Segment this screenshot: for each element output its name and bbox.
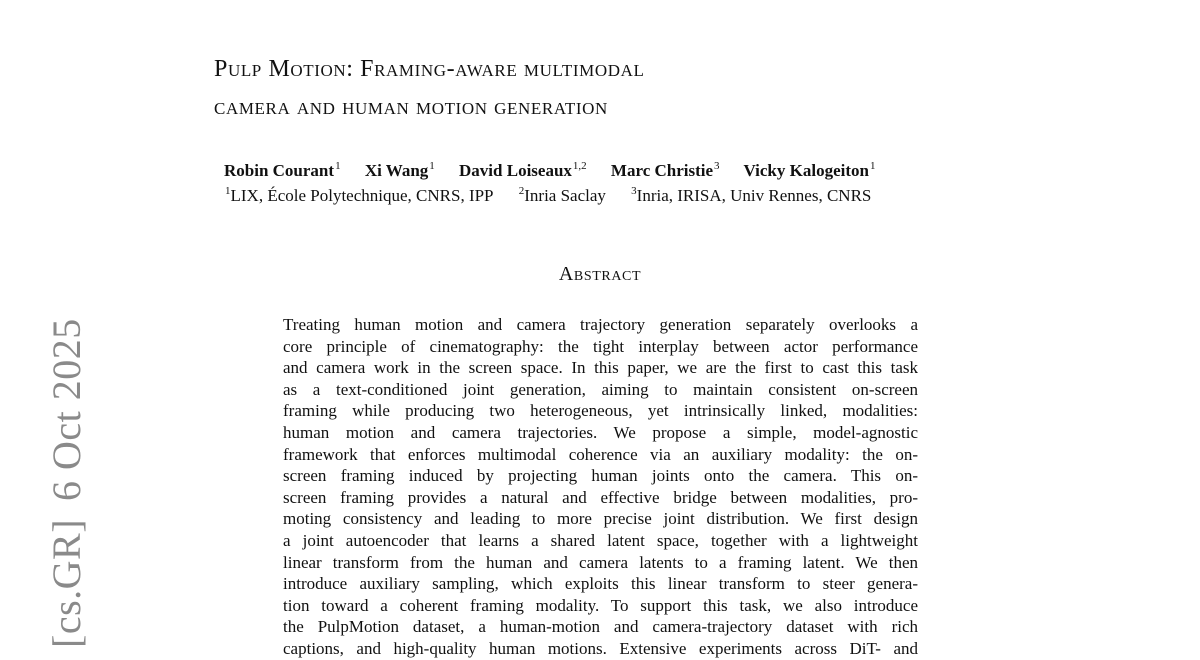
abstract-line: core principle of cinematography: the tight interplay between actor performance	[283, 336, 918, 356]
author-affiliation-marker: 3	[714, 160, 720, 172]
author-affiliation-marker: 1,2	[572, 160, 587, 172]
title-line-2: camera and human motion generation	[214, 94, 608, 120]
author-name: Robin Courant	[224, 161, 335, 180]
author-affiliation-marker: 1	[869, 160, 876, 172]
abstract-line: tion toward a coherent framing modality. To support this task, we also introduce	[283, 595, 918, 615]
affiliation-marker: 2	[518, 185, 525, 197]
abstract-line: as a text-conditioned joint generation, aiming to maintain consistent on-screen	[283, 379, 918, 399]
author-list	[224, 160, 875, 181]
affiliation-name: Inria Saclay	[524, 186, 606, 205]
affiliation	[518, 186, 606, 205]
author	[365, 161, 435, 180]
abstract-line: introduce auxiliary sampling, which exploits this linear transform to steer genera-	[283, 574, 918, 594]
abstract-line: a joint autoencoder that learns a shared latent space, together with a lightweight	[283, 530, 918, 550]
author-name: David Loiseaux	[459, 161, 572, 180]
author-name: Xi Wang	[364, 161, 429, 180]
affiliation-marker: 3	[631, 185, 637, 197]
author-name: Marc Christie	[610, 161, 714, 180]
paper-title	[214, 50, 974, 126]
author	[224, 161, 341, 180]
affiliation-name: LIX, École Polytechnique, CNRS, IPP	[230, 186, 494, 205]
abstract-line: framing while producing two heterogeneous, yet intrinsically linked, modalities:	[283, 401, 918, 421]
abstract-line: moting consistency and leading to more precise joint distribution. We first design	[283, 509, 918, 529]
arxiv-side-stamp	[44, 318, 89, 648]
abstract-line: Treating human motion and camera trajectory generation separately overlooks a	[283, 315, 918, 334]
affiliation-list	[224, 185, 871, 206]
abstract-line: and camera work in the screen space. In this paper, we are the first to cast this task	[283, 358, 918, 378]
abstract-line: framework that enforces multimodal coherence via an auxiliary modality: the on-	[283, 444, 918, 464]
author-affiliation-marker: 1	[335, 160, 341, 172]
affiliation	[224, 186, 494, 205]
author	[611, 161, 720, 180]
arxiv-date: 6 Oct 2025	[44, 318, 89, 501]
abstract-heading: Abstract	[558, 263, 642, 285]
abstract-body	[283, 314, 918, 660]
author	[459, 161, 587, 180]
abstract-line: captions, and high-quality human motions. Extensive experiments across DiT- and	[283, 638, 918, 658]
affiliation-marker: 1	[225, 185, 231, 197]
author-name: Vicky Kalogeiton	[743, 161, 869, 180]
abstract-line: screen framing induced by projecting human joints onto the camera. This on-	[283, 466, 918, 486]
title-line-1: Pulp Motion: Framing-aware multimodal	[214, 56, 645, 82]
affiliation	[630, 186, 871, 205]
abstract-line: screen framing provides a natural and effective bridge between modalities, pro-	[283, 487, 918, 507]
author	[744, 161, 876, 180]
abstract-line: linear transform from the human and camera latents to a framing latent. We then	[283, 552, 918, 572]
author-affiliation-marker: 1	[429, 160, 435, 172]
arxiv-category: [cs.GR]	[44, 518, 89, 648]
abstract-line: the PulpMotion dataset, a human-motion and camera-trajectory dataset with rich	[283, 617, 918, 637]
affiliation-name: Inria, IRISA, Univ Rennes, CNRS	[636, 186, 872, 205]
abstract-line: human motion and camera trajectories. We propose a simple, model-agnostic	[283, 422, 918, 442]
